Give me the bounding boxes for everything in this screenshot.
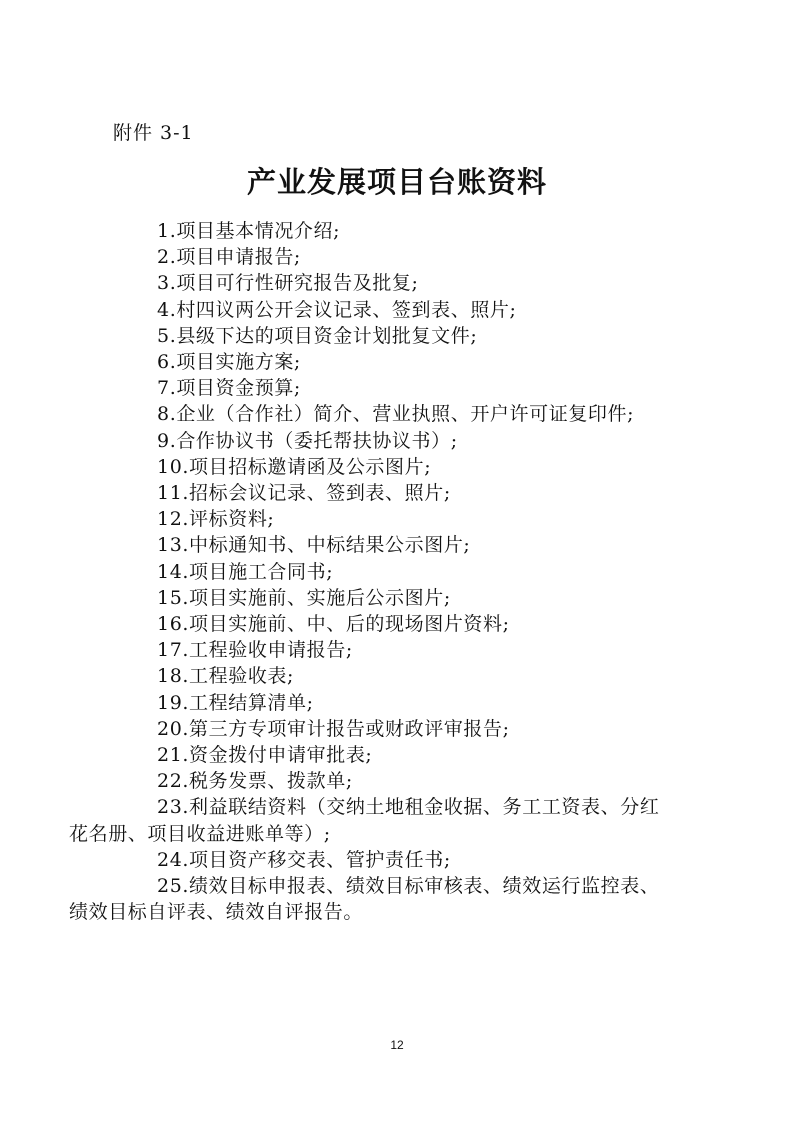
list-item [69,873,693,925]
list-item-text: 22.税务发票、拨款单; [157,770,353,793]
list-item [113,532,693,558]
list-item [113,480,693,506]
list-item-text: 12.评标资料; [157,508,275,531]
list-item [113,401,693,427]
list-item-text: 3.项目可行性研究报告及批复; [157,272,419,295]
list-item-text: 6.项目实施方案; [157,351,301,374]
list-item-text: 7.项目资金预算; [157,377,301,400]
list-item [113,663,693,689]
list-item-text: 2.项目申请报告; [157,246,301,269]
list-item [113,297,693,323]
list-item-text: 18.工程验收表; [157,665,295,688]
attachment-label: 附件 3-1 [113,122,194,144]
list-item [113,742,693,768]
list-item [113,585,693,611]
list-item-continuation: 花名册、项目收益进账单等）; [69,822,331,845]
list-item-text: 24.项目资产移交表、管护责任书; [157,848,451,871]
list-item-text: 20.第三方专项审计报告或财政评审报告; [157,717,510,740]
list-item [113,349,693,375]
list-item-text: 13.中标通知书、中标结果公示图片; [157,534,471,557]
list-item-text: 8.企业（合作社）简介、营业执照、开户许可证复印件; [157,403,635,426]
list-item-text: 14.项目施工合同书; [157,560,334,583]
list-item [113,323,693,349]
list-item-text: 21.资金拨付申请审批表; [157,744,373,767]
document-title: 产业发展项目台账资料 [246,165,547,199]
list-item-text: 5.县级下达的项目资金计划批复文件; [157,324,478,347]
list-item-text: 23.利益联结资料（交纳土地租金收据、务工工资表、分红 [157,796,660,819]
list-item [113,637,693,663]
page-number: 12 [390,1038,404,1052]
list-item [113,270,693,296]
list-item [113,218,693,244]
list-item [69,794,693,846]
list-item-text: 9.合作协议书（委托帮扶协议书）; [157,429,458,452]
materials-list [69,218,693,925]
list-item [113,428,693,454]
list-item [113,716,693,742]
list-item-text: 17.工程验收申请报告; [157,639,353,662]
list-item [113,559,693,585]
list-item [113,506,693,532]
list-item [113,375,693,401]
list-item-text: 11.招标会议记录、签到表、照片; [157,482,451,505]
list-item [113,454,693,480]
list-item-text: 15.项目实施前、实施后公示图片; [157,586,451,609]
list-item [113,768,693,794]
list-item [113,244,693,270]
list-item-text: 10.项目招标邀请函及公示图片; [157,455,432,478]
list-item-text: 4.村四议两公开会议记录、签到表、照片; [157,298,517,321]
list-item-text: 1.项目基本情况介绍; [157,220,341,242]
list-item-continuation: 绩效目标自评表、绩效自评报告。 [69,901,364,924]
list-item [113,611,693,637]
list-item-text: 19.工程结算清单; [157,691,314,714]
list-item [113,690,693,716]
list-item [113,847,693,873]
list-item-text: 16.项目实施前、中、后的现场图片资料; [157,613,510,636]
list-item-text: 25.绩效目标申报表、绩效目标审核表、绩效运行监控表、 [157,875,660,898]
